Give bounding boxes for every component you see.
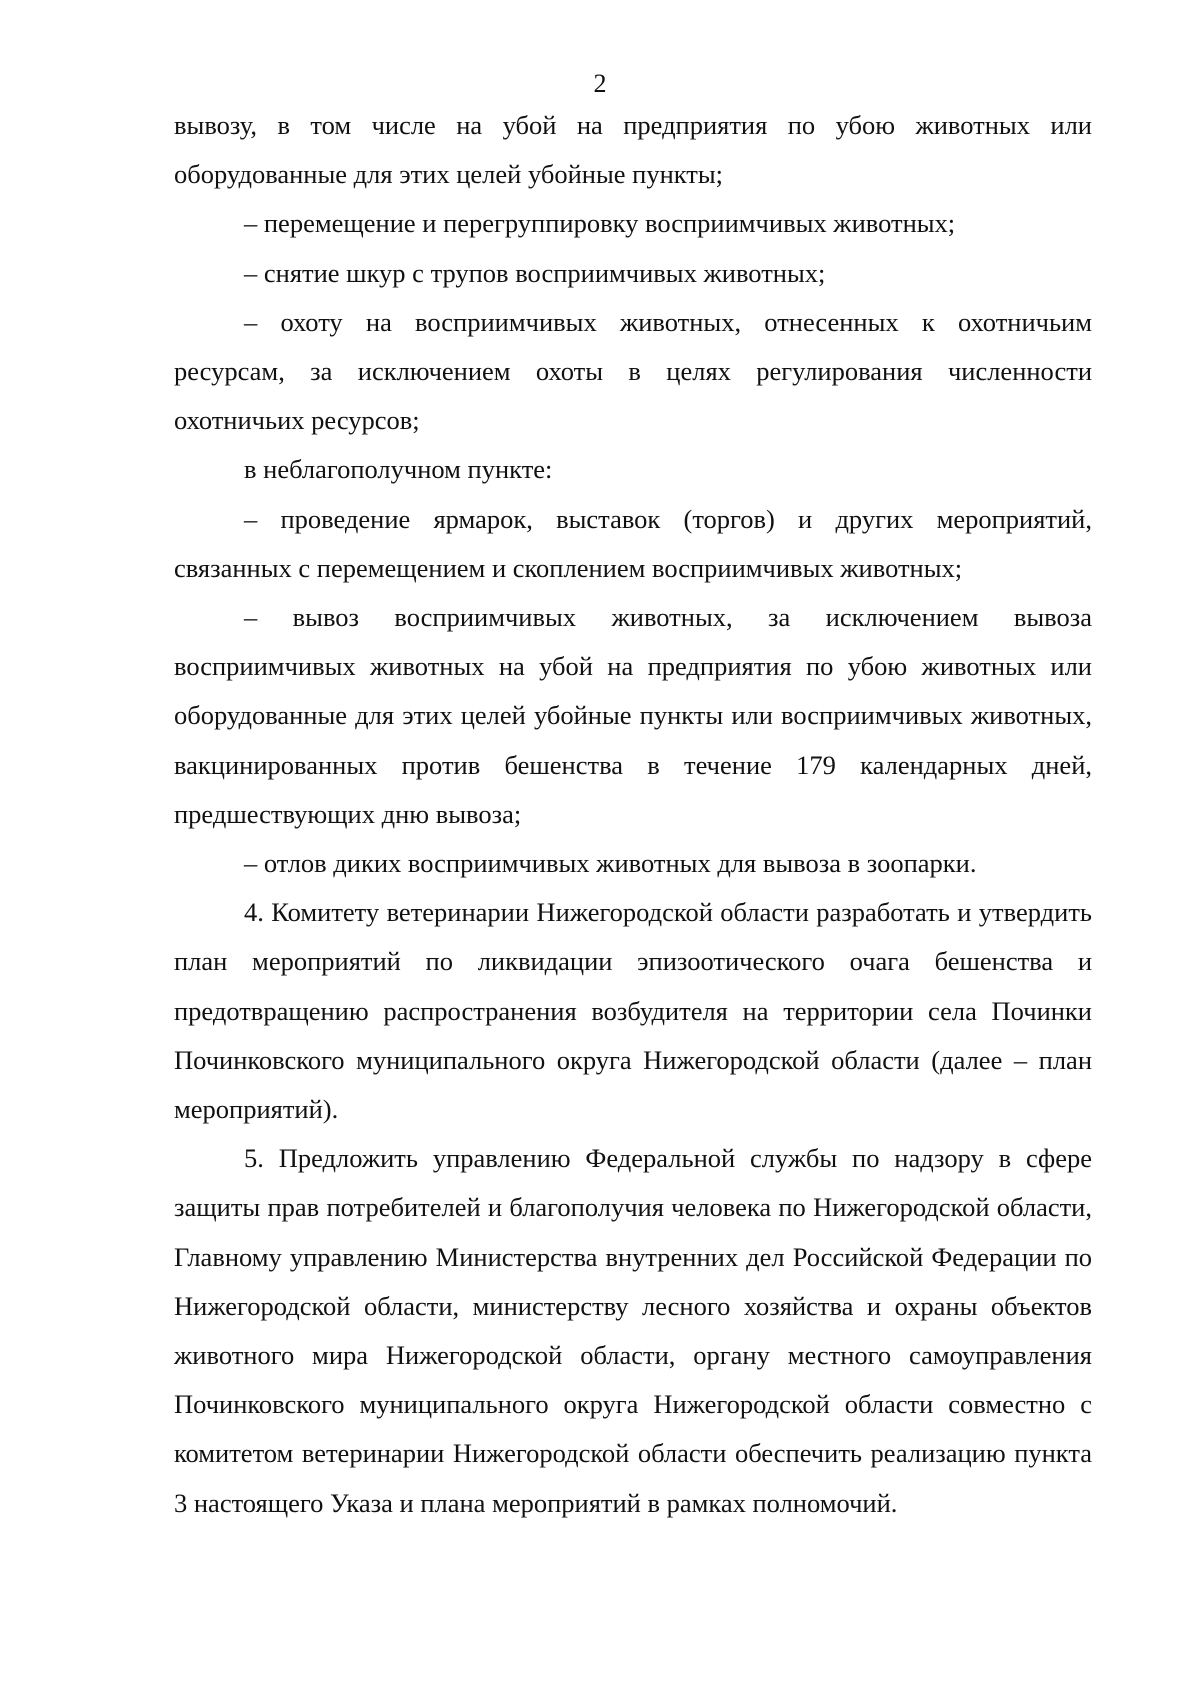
paragraph-item-skins: – снятие шкур с трупов восприимчивых животных; <box>244 257 826 288</box>
document-body <box>174 101 1092 1528</box>
paragraph-clause-5: 5. Предложить управлению Федеральной службы по надзору в сфере защиты прав потребителей и благополучия человека по Нижегородской области, Главному управлению Министерства внутренних дел Российской Федерации по Нижегородской области, министерству лесного хозяйства и охраны объектов животного мира Нижегородской области, органу местного самоуправления Починковского муниципального округа Нижегородской области совместно с комитетом ветеринарии Нижегородской области обеспечить реализацию пункта 3 настоящего Указа и плана мероприятий в рамках полномочий. <box>174 1143 1092 1518</box>
paragraph-item-regrouping: – перемещение и перегруппировку восприимчивых животных; <box>244 208 956 239</box>
paragraph-item-trapping: – отлов диких восприимчивых животных для вывоза в зоопарки. <box>244 848 977 879</box>
paragraph-subheading-unfavorable-point: в неблагополучном пункте: <box>244 454 553 485</box>
paragraph-continuation: вывозу, в том числе на убой на предприятия по убою животных или оборудованные для этих целей убойные пункты; <box>174 110 1092 190</box>
page-number: 2 <box>593 69 607 98</box>
paragraph-item-fairs: – проведение ярмарок, выставок (торгов) и других мероприятий, связанных с перемещением и скоплением восприимчивых животных; <box>174 503 1092 583</box>
paragraph-item-hunting: – охоту на восприимчивых животных, отнесенных к охотничьим ресурсам, за исключением охоты в целях регулирования численности охотничьих ресурсов; <box>174 306 1092 436</box>
paragraph-clause-4: 4. Комитету ветеринарии Нижегородской области разработать и утвердить план мероприятий по ликвидации эпизоотического очага бешенства и предотвращению распространения возбудителя на территории села Починки Починковского муниципального округа Нижегородской области (далее – план мероприятий). <box>174 897 1092 1125</box>
paragraph-item-export: – вывоз восприимчивых животных, за исключением вывоза восприимчивых животных на убой на предприятия по убою животных или оборудованные для этих целей убойные пункты или восприимчивых животных, вакцинированных против бешенства в течение 179 календарных дней, предшествующих дню вывоза; <box>174 602 1092 829</box>
